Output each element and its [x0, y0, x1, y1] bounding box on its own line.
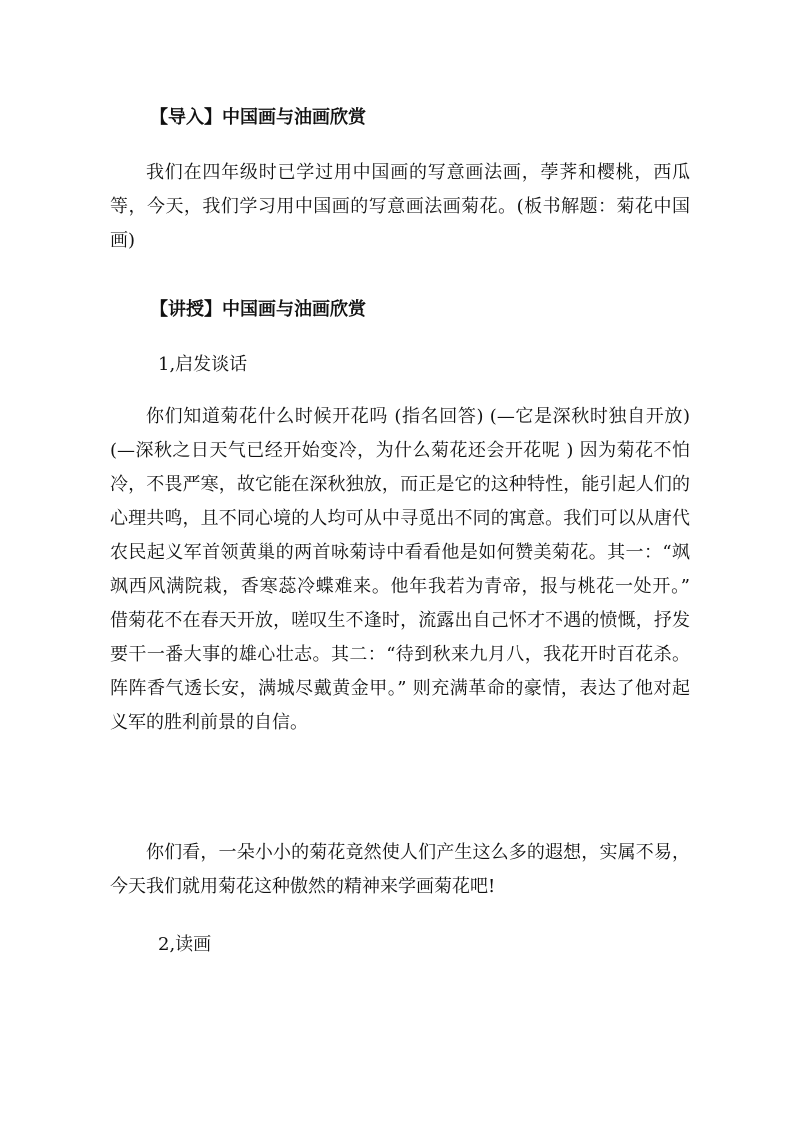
intro-paragraph: 我们在四年级时已学过用中国画的写意画法画，荸荠和樱桃，西瓜等，今天，我们学习用中国画的写意画法画菊花。(板书解题：菊花中国画)	[110, 162, 690, 251]
list-item-inspire-talk: 1,启发谈话	[158, 354, 248, 375]
lecture-paragraph-2: 你们看，一朵小小的菊花竟然使人们产生这么多的遐想，实属不易，今天我们就用菊花这种傲然的精神来学画菊花吧!	[110, 842, 690, 897]
lecture-paragraph-1: 你们知道菊花什么时候开花吗 (指名回答) (—它是深秋时独自开放) (—深秋之日天气已经开始变冷，为什么菊花还会开花呢 ) 因为菊花不怕冷，不畏严寒，故它能在深秋独放，而正是它的这种特性，能引起人们的心理共鸣，且不同心境的人均可从中寻觅出不同的寓意。我们可以从唐代农民起义军首领黄巢的两首咏菊诗中看看他是如何赞美菊花。其一：“飒飒西风满院栽，香寒蕊冷蝶难来。他年我若为青帝，报与桃花一处开。” 借菊花不在春天开放，嗟叹生不逢时，流露出自己怀才不遇的愤慨，抒发要干一番大事的雄心壮志。其二：“待到秋来九月八，我花开时百花杀。阵阵香气透长安，满城尽戴黄金甲。” 则充满革命的豪情，表达了他对起义军的胜利前景的自信。	[110, 406, 690, 733]
list-item-read-painting: 2,读画	[158, 934, 212, 955]
lecture-heading: 【讲授】中国画与油画欣赏	[150, 299, 366, 320]
intro-heading: 【导入】中国画与油画欣赏	[150, 107, 366, 128]
